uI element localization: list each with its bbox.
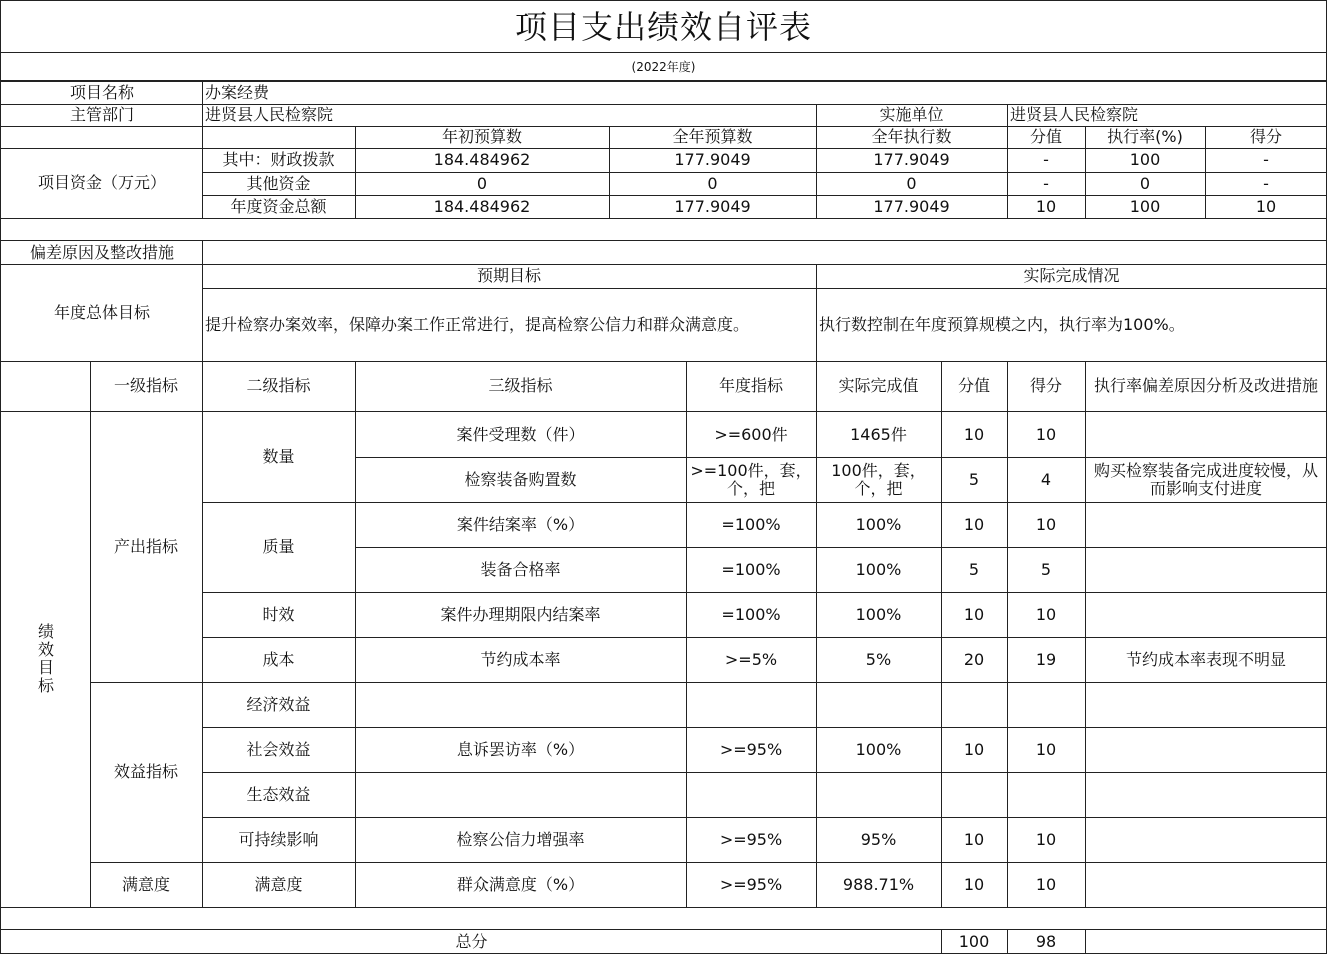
level2-satisfaction: 满意度 <box>254 874 303 894</box>
ind-score: 10 <box>1035 424 1057 444</box>
ind-score-value: 5 <box>968 469 980 489</box>
total-score-value: 100 <box>958 932 990 951</box>
fund-row-annual: 177.9049 <box>674 196 751 216</box>
ind-level3: 检察公信力增强率 <box>456 829 585 849</box>
level2-sustainable: 可持续影响 <box>238 829 319 849</box>
ind-level3: 装备合格率 <box>480 559 561 579</box>
fund-row-score: - <box>1263 173 1269 193</box>
level1-satisfaction: 满意度 <box>121 874 170 894</box>
ind-actual: 100% <box>855 604 902 624</box>
ind-header-level2: 二级指标 <box>246 376 311 395</box>
ind-level3: 案件结案率（%） <box>456 514 585 534</box>
fund-row-score-value: 10 <box>1035 196 1057 216</box>
ind-note <box>1085 412 1327 457</box>
fund-row-score-value: - <box>1043 173 1049 193</box>
perf-goal-group <box>2 411 90 907</box>
fund-row-initial: 184.484962 <box>433 150 531 169</box>
ind-score: 5 <box>1040 559 1052 579</box>
ind-level3 <box>355 772 686 817</box>
ind-header-score: 得分 <box>1029 376 1062 395</box>
ind-actual: 5% <box>865 649 892 669</box>
ind-level3 <box>355 682 686 727</box>
perf-goal-label: 绩效目标 <box>38 622 55 695</box>
ind-score: 10 <box>1035 604 1057 624</box>
fund-row-executed: 177.9049 <box>873 150 950 169</box>
fund-row-rate: 100 <box>1129 196 1161 216</box>
ind-level3: 群众满意度（%） <box>456 874 585 894</box>
expected-goal-header: 预期目标 <box>476 266 541 285</box>
ind-header-score-value: 分值 <box>957 376 990 395</box>
ind-score: 10 <box>1035 739 1057 759</box>
ind-actual: 100% <box>855 739 902 759</box>
ind-level3: 检察装备购置数 <box>464 469 577 489</box>
ind-note <box>1085 592 1327 637</box>
ind-actual: 988.71% <box>842 874 915 894</box>
ind-target: >=600件 <box>714 424 788 444</box>
fund-row-annual: 177.9049 <box>674 150 751 169</box>
fund-row-initial: 0 <box>476 173 488 193</box>
ind-target: =100% <box>721 559 781 579</box>
ind-score-value: 5 <box>968 559 980 579</box>
ind-target: >=95% <box>719 829 783 849</box>
ind-header-target: 年度指标 <box>718 376 783 395</box>
ind-score: 4 <box>1040 469 1052 489</box>
fund-header-score-value: 分值 <box>1029 127 1062 146</box>
deviation-label: 偏差原因及整改措施 <box>29 243 174 262</box>
dept-value: 进贤县人民检察院 <box>205 105 334 124</box>
fund-row-rate: 0 <box>1139 173 1151 193</box>
fund-row-name: 其中：财政拨款 <box>222 150 335 169</box>
fund-header-score: 得分 <box>1249 127 1282 146</box>
ind-target: >=100件，套，个，把 <box>690 460 812 498</box>
ind-score-value: 20 <box>963 649 985 669</box>
level2-quality: 质量 <box>262 537 295 556</box>
ind-score: 19 <box>1035 649 1057 669</box>
project-name-label: 项目名称 <box>69 83 134 102</box>
fund-header-executed: 全年执行数 <box>871 127 952 146</box>
ind-score: 10 <box>1035 874 1057 894</box>
ind-note <box>1085 727 1327 772</box>
ind-actual: 95% <box>860 829 897 849</box>
year-subtitle: (2022年度) <box>631 60 696 74</box>
ind-score: 10 <box>1035 514 1057 534</box>
ind-note: 购买检察装备完成进度较慢，从而影响支付进度 <box>1093 460 1318 498</box>
ind-level3: 息诉罢访率（%） <box>456 739 585 759</box>
impl-value: 进贤县人民检察院 <box>1010 105 1139 124</box>
ind-header-actual: 实际完成值 <box>838 376 919 395</box>
fund-row-name: 其他资金 <box>246 173 311 193</box>
ind-level3: 案件受理数（件） <box>456 424 585 444</box>
level2-economic: 经济效益 <box>246 694 311 714</box>
ind-target: >=5% <box>724 649 778 669</box>
fund-row-initial: 184.484962 <box>433 196 531 216</box>
level1-output: 产出指标 <box>113 536 178 556</box>
fund-row-rate: 100 <box>1129 150 1161 169</box>
fund-label: 项目资金（万元） <box>37 173 166 192</box>
level1-benefit: 效益指标 <box>113 762 178 781</box>
ind-actual: 100% <box>855 514 902 534</box>
ind-actual: 100件，套，个，把 <box>831 460 926 498</box>
actual-goal-text: 执行数控制在年度预算规模之内，执行率为100%。 <box>819 314 1185 334</box>
ind-score-value: 10 <box>963 514 985 534</box>
ind-actual: 1465件 <box>850 424 907 444</box>
fund-row-executed: 177.9049 <box>873 196 950 216</box>
ind-level3: 案件办理期限内结案率 <box>440 604 601 624</box>
ind-note <box>1085 817 1327 862</box>
total-label: 总分 <box>455 932 488 951</box>
fund-row-executed: 0 <box>906 173 917 193</box>
level2-social: 社会效益 <box>246 739 311 759</box>
ind-note <box>1085 547 1327 592</box>
ind-score-value: 10 <box>963 604 985 624</box>
fund-row-score: 10 <box>1255 196 1277 216</box>
fund-header-annual: 全年预算数 <box>672 127 753 146</box>
ind-target: =100% <box>721 514 781 534</box>
fund-header-initial: 年初预算数 <box>441 127 522 146</box>
impl-label: 实施单位 <box>879 105 944 124</box>
ind-note: 节约成本率表现不明显 <box>1125 649 1286 669</box>
expected-goal-text: 提升检察办案效率，保障办案工作正常进行，提高检察公信力和群众满意度。 <box>205 314 750 334</box>
fund-header-rate: 执行率(%) <box>1107 127 1183 146</box>
ind-header-level1: 一级指标 <box>113 376 178 395</box>
ind-header-note: 执行率偏差原因分析及改进措施 <box>1093 376 1318 395</box>
total-score: 98 <box>1035 932 1057 951</box>
annual-goal-label: 年度总体目标 <box>53 302 150 322</box>
fund-row-score-value: - <box>1043 150 1049 169</box>
ind-header-level3: 三级指标 <box>488 376 553 395</box>
ind-target: =100% <box>721 604 781 624</box>
level2-quantity: 数量 <box>262 446 295 466</box>
ind-level3: 节约成本率 <box>480 649 561 669</box>
fund-row-score: - <box>1263 150 1269 169</box>
ind-note <box>1085 502 1327 547</box>
ind-score-value: 10 <box>963 424 985 444</box>
ind-score-value: 10 <box>963 829 985 849</box>
ind-target: >=95% <box>719 739 783 759</box>
level2-cost: 成本 <box>262 649 295 669</box>
fund-row-name: 年度资金总额 <box>230 196 327 216</box>
project-name-value: 办案经费 <box>205 83 270 102</box>
ind-target: >=95% <box>719 874 783 894</box>
page-title: 项目支出绩效自评表 <box>514 8 812 46</box>
ind-score: 10 <box>1035 829 1057 849</box>
level2-ecological: 生态效益 <box>246 784 311 804</box>
ind-actual: 100% <box>855 559 902 579</box>
dept-label: 主管部门 <box>69 105 134 124</box>
level2-timeliness: 时效 <box>262 604 295 624</box>
ind-note <box>1085 862 1327 907</box>
actual-goal-header: 实际完成情况 <box>1023 266 1120 285</box>
ind-score-value: 10 <box>963 739 985 759</box>
ind-score-value: 10 <box>963 874 985 894</box>
fund-row-annual: 0 <box>707 173 718 193</box>
